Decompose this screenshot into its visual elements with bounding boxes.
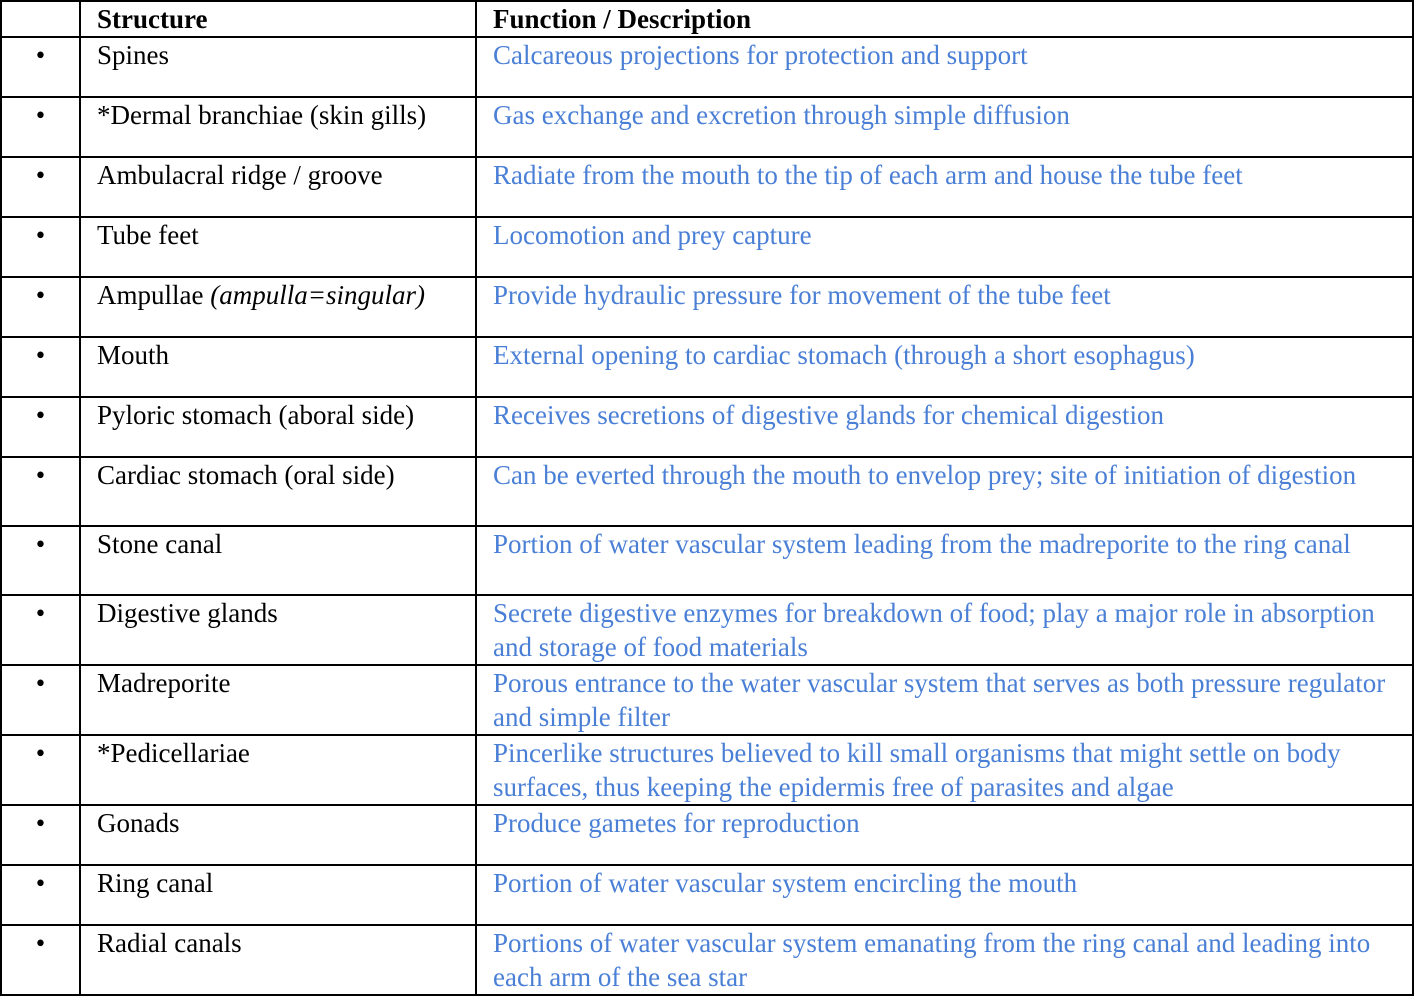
table-row <box>1 457 1413 526</box>
description-cell: Portions of water vascular system emanating from the ring canal and leading into each arm of the sea star <box>476 925 1413 995</box>
bullet-icon: • <box>1 805 80 865</box>
bullet-icon: • <box>1 865 80 925</box>
description-cell: Locomotion and prey capture <box>476 217 1413 277</box>
structure-cell: Ampullae (ampulla=singular) <box>80 277 476 337</box>
bullet-icon: • <box>1 37 80 97</box>
header-function: Function / Description <box>476 1 1413 37</box>
bullet-icon: • <box>1 397 80 457</box>
bullet-icon: • <box>1 735 80 805</box>
description-cell: Pincerlike structures believed to kill small organisms that might settle on body surfaces, thus keeping the epidermis free of parasites and algae <box>476 735 1413 805</box>
table-row <box>1 735 1413 805</box>
description-cell: Gas exchange and excretion through simple diffusion <box>476 97 1413 157</box>
description-cell: Porous entrance to the water vascular system that serves as both pressure regulator and simple filter <box>476 665 1413 735</box>
description-cell: Provide hydraulic pressure for movement of the tube feet <box>476 277 1413 337</box>
table-row <box>1 157 1413 217</box>
structure-cell: Ambulacral ridge / groove <box>80 157 476 217</box>
structure-cell: Pyloric stomach (aboral side) <box>80 397 476 457</box>
table-row <box>1 277 1413 337</box>
structure-cell: Stone canal <box>80 526 476 595</box>
description-cell: Can be everted through the mouth to envelop prey; site of initiation of digestion <box>476 457 1413 526</box>
description-cell: Radiate from the mouth to the tip of each arm and house the tube feet <box>476 157 1413 217</box>
structure-cell: Spines <box>80 37 476 97</box>
bullet-icon: • <box>1 595 80 665</box>
structure-cell: Cardiac stomach (oral side) <box>80 457 476 526</box>
table-row <box>1 337 1413 397</box>
bullet-icon: • <box>1 217 80 277</box>
structure-cell: Ring canal <box>80 865 476 925</box>
description-cell: Portion of water vascular system encircling the mouth <box>476 865 1413 925</box>
table-row <box>1 397 1413 457</box>
bullet-icon: • <box>1 925 80 995</box>
structure-cell: Digestive glands <box>80 595 476 665</box>
structure-cell: Gonads <box>80 805 476 865</box>
structure-cell: Mouth <box>80 337 476 397</box>
structure-cell: Radial canals <box>80 925 476 995</box>
table-row <box>1 665 1413 735</box>
description-cell: Produce gametes for reproduction <box>476 805 1413 865</box>
bullet-icon: • <box>1 665 80 735</box>
bullet-icon: • <box>1 337 80 397</box>
description-cell: Calcareous projections for protection and support <box>476 37 1413 97</box>
structure-cell: *Pedicellariae <box>80 735 476 805</box>
bullet-icon: • <box>1 457 80 526</box>
bullet-icon: • <box>1 277 80 337</box>
table-row <box>1 595 1413 665</box>
table-row <box>1 37 1413 97</box>
structure-cell: *Dermal branchiae (skin gills) <box>80 97 476 157</box>
description-cell: Receives secretions of digestive glands for chemical digestion <box>476 397 1413 457</box>
header-bullet-cell <box>1 1 80 37</box>
bullet-icon: • <box>1 97 80 157</box>
table-row <box>1 925 1413 995</box>
bullet-icon: • <box>1 526 80 595</box>
table-row <box>1 526 1413 595</box>
description-cell: Secrete digestive enzymes for breakdown of food; play a major role in absorption and storage of food materials <box>476 595 1413 665</box>
table-row <box>1 865 1413 925</box>
bullet-icon: • <box>1 157 80 217</box>
description-cell: Portion of water vascular system leading from the madreporite to the ring canal <box>476 526 1413 595</box>
structure-cell: Madreporite <box>80 665 476 735</box>
description-cell: External opening to cardiac stomach (through a short esophagus) <box>476 337 1413 397</box>
table-row <box>1 217 1413 277</box>
structure-cell: Tube feet <box>80 217 476 277</box>
table-row <box>1 805 1413 865</box>
header-row <box>1 1 1413 37</box>
header-structure: Structure <box>80 1 476 37</box>
table-row <box>1 97 1413 157</box>
